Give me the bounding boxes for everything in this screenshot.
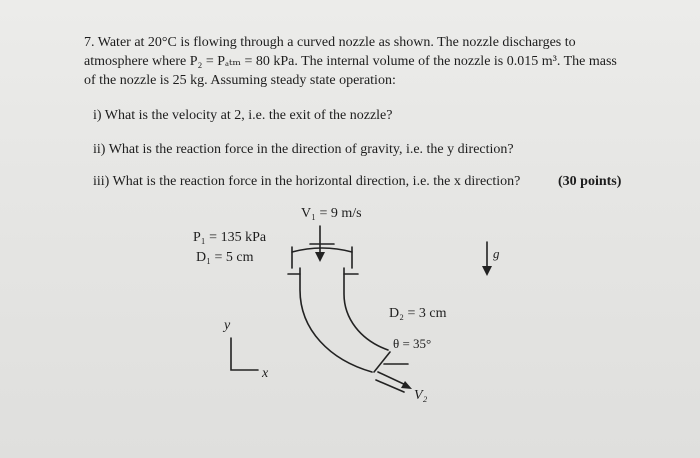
question-3: iii) What is the reaction force in the horizontal direction, i.e. the x direction? [93, 174, 521, 189]
theta-label: θ = 35° [393, 336, 432, 351]
problem-text-1: Water at 20°C is flowing through a curved nozzle as shown. The nozzle discharges to [97, 35, 576, 50]
nozzle-outer-wall [300, 268, 372, 372]
inlet-opening [292, 248, 352, 252]
problem-number: 7. [84, 35, 95, 50]
y-axis-label: y [224, 318, 231, 333]
problem-line-2: atmosphere where P₂ = Pₐₜₘ = 80 kPa. The internal volume of the nozzle is 0.015 m³. The mass [84, 54, 617, 69]
v2-arrow-head [401, 381, 412, 389]
question-1: i) What is the velocity at 2, i.e. the exit of the nozzle? [93, 108, 393, 123]
v1-arrow-head [315, 252, 325, 262]
nozzle-exit-plane [374, 352, 390, 372]
d2-label: D₂ = 3 cm [389, 306, 447, 321]
coordinate-axes [231, 338, 258, 370]
gravity-arrow-head [482, 266, 492, 276]
gravity-label: g [493, 246, 500, 261]
nozzle-inner-wall [344, 268, 388, 350]
d1-label: D₁ = 5 cm [196, 250, 254, 265]
points-label: (30 points) [558, 174, 622, 189]
x-axis-label: x [262, 366, 269, 381]
p1-label: P₁ = 135 kPa [193, 230, 267, 245]
v1-label: V₁ = 9 m/s [301, 206, 362, 221]
question-2: ii) What is the reaction force in the direction of gravity, i.e. the y direction? [93, 142, 514, 157]
v2-label: V₂ [414, 388, 428, 403]
problem-line-3: of the nozzle is 25 kg. Assuming steady state operation: [84, 73, 396, 88]
